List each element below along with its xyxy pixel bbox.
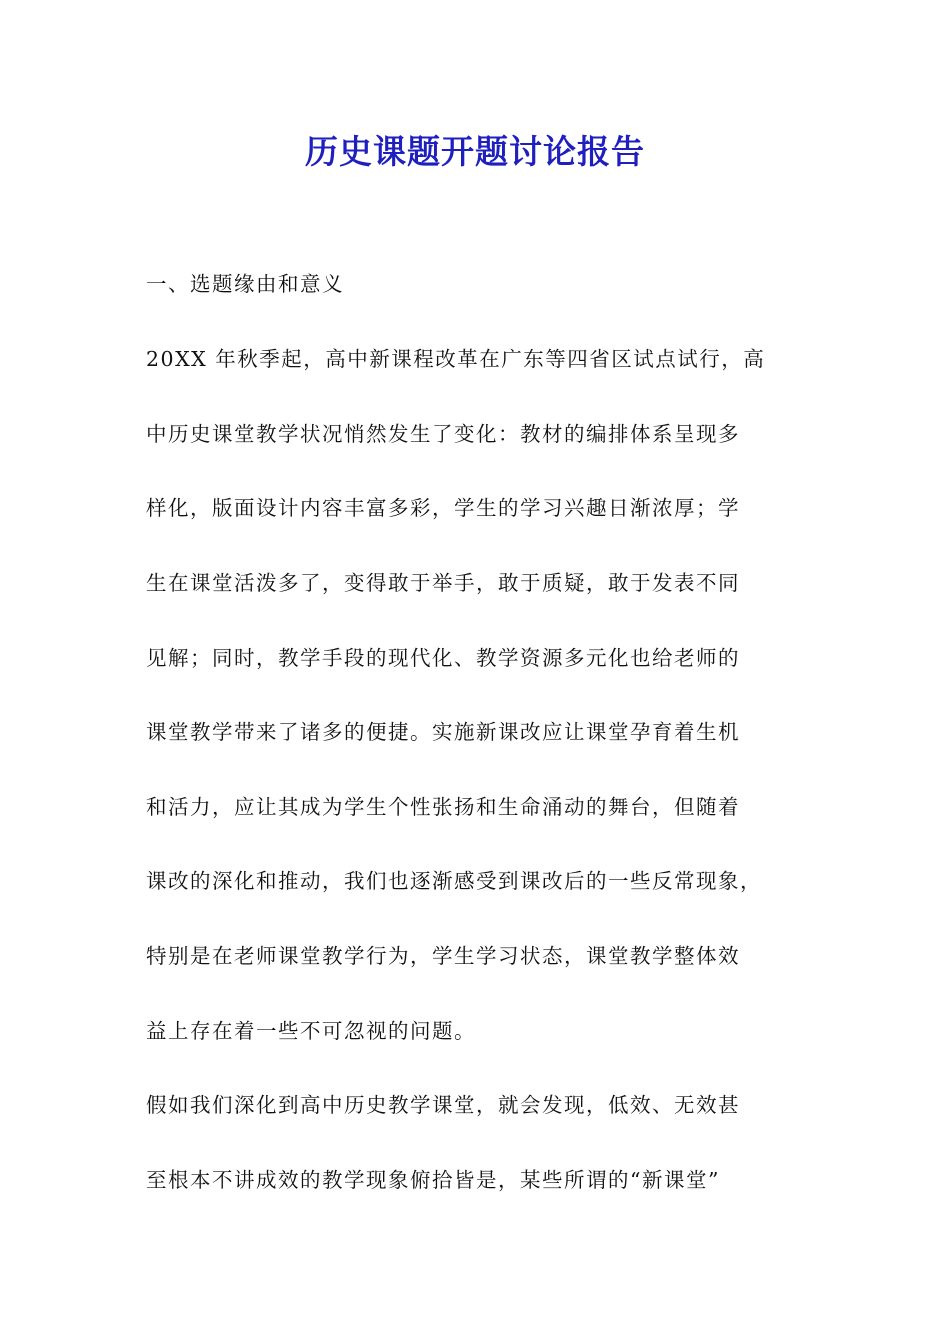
document-title: 历史课题开题讨论报告 xyxy=(305,132,645,171)
paragraph-line: 益上存在着一些不可忽视的问题。 xyxy=(146,1019,476,1043)
paragraph-line: 和活力，应让其成为学生个性张扬和生命涌动的舞台，但随着 xyxy=(146,795,740,819)
paragraph-line: 特别是在老师课堂教学行为，学生学习状态，课堂教学整体效 xyxy=(146,944,740,968)
section-heading: 一、选题缘由和意义 xyxy=(146,272,344,296)
paragraph-line: 中历史课堂教学状况悄然发生了变化：教材的编排体系呈现多 xyxy=(146,422,740,446)
paragraph-line: 至根本不讲成效的教学现象俯拾皆是，某些所谓的“新课堂” xyxy=(146,1168,720,1192)
paragraph-line: 课堂教学带来了诸多的便捷。实施新课改应让课堂孕育着生机 xyxy=(146,720,740,744)
paragraph-line: 样化，版面设计内容丰富多彩，学生的学习兴趣日渐浓厚；学 xyxy=(146,496,740,520)
paragraph-line: 生在课堂活泼多了，变得敢于举手，敢于质疑，敢于发表不同 xyxy=(146,571,740,595)
paragraph-line: 课改的深化和推动，我们也逐渐感受到课改后的一些反常现象， xyxy=(146,869,762,893)
paragraph-line: 20XX 年秋季起，高中新课程改革在广东等四省区试点试行，高 xyxy=(146,347,766,371)
paragraph-line: 见解；同时，教学手段的现代化、教学资源多元化也给老师的 xyxy=(146,646,740,670)
paragraph-line: 假如我们深化到高中历史教学课堂，就会发现，低效、无效甚 xyxy=(146,1093,740,1117)
